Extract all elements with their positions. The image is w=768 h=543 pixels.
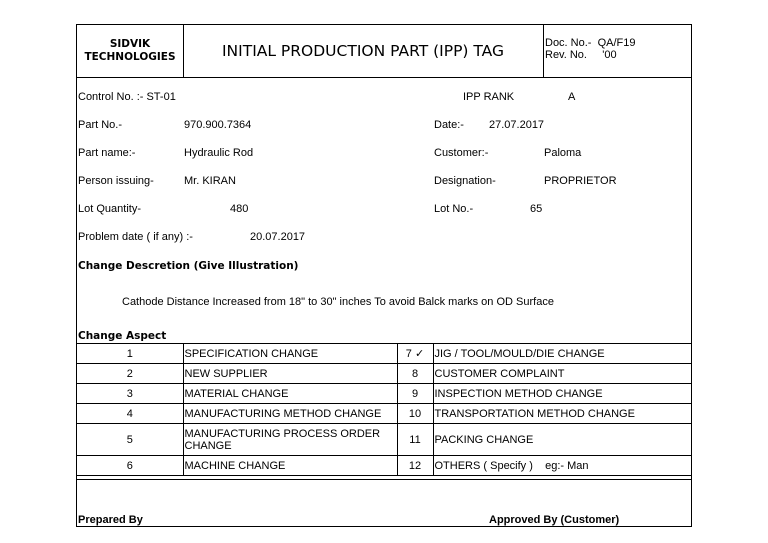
aspect-label: NEW SUPPLIER	[183, 364, 397, 384]
problem-date-value: 20.07.2017	[250, 231, 306, 243]
table-row	[77, 344, 691, 364]
aspect-number: 3	[77, 384, 183, 404]
change-aspect-heading: Change Aspect	[78, 330, 167, 342]
approved-by: Approved By (Customer)	[489, 514, 620, 526]
page-title: INITIAL PRODUCTION PART (IPP) TAG	[221, 42, 504, 60]
change-description-heading: Change Descretion (Give Illustration)	[78, 260, 299, 272]
control-no: Control No. :- ST-01	[78, 91, 176, 103]
company-line1: SIDVIK	[109, 38, 151, 50]
aspect-number: 1	[77, 344, 183, 364]
designation-value: PROPRIETOR	[544, 175, 617, 187]
ipp-tag-form	[76, 24, 692, 527]
table-row	[77, 384, 691, 404]
aspect-number: 2	[77, 364, 183, 384]
aspect-number: 9	[397, 384, 433, 404]
aspect-label: PACKING CHANGE	[433, 424, 691, 456]
problem-date-label: Problem date ( if any) :-	[78, 231, 193, 243]
aspect-label: INSPECTION METHOD CHANGE	[433, 384, 691, 404]
table-row	[77, 456, 691, 476]
aspect-label: MANUFACTURING PROCESS ORDER CHANGE	[183, 424, 397, 456]
doc-number: Doc. No.- QA/F19	[545, 37, 636, 49]
lot-no-value: 65	[530, 203, 543, 215]
change-aspect-table	[77, 343, 691, 476]
prepared-by: Prepared By	[78, 514, 143, 526]
aspect-number: 4	[77, 404, 183, 424]
table-row	[77, 364, 691, 384]
person-label: Person issuing-	[78, 175, 154, 187]
table-row	[77, 404, 691, 424]
part-no-value: 970.900.7364	[184, 119, 252, 131]
header-divider	[543, 25, 544, 77]
aspect-label: MATERIAL CHANGE	[183, 384, 397, 404]
aspect-label: JIG / TOOL/MOULD/DIE CHANGE	[433, 344, 691, 364]
aspect-label: TRANSPORTATION METHOD CHANGE	[433, 404, 691, 424]
lot-no-label: Lot No.-	[434, 203, 474, 215]
lot-qty-value: 480	[230, 203, 249, 215]
aspect-number: 11	[397, 424, 433, 456]
aspect-number: 8	[397, 364, 433, 384]
aspect-label: MACHINE CHANGE	[183, 456, 397, 476]
change-description-text: Cathode Distance Increased from 18" to 30" inches To avoid Balck marks on OD Surface	[122, 296, 554, 308]
aspect-label: CUSTOMER COMPLAINT	[433, 364, 691, 384]
lot-qty-label: Lot Quantity-	[78, 203, 141, 215]
part-name-value: Hydraulic Rod	[184, 147, 254, 159]
ipp-rank-value: A	[568, 91, 576, 103]
aspect-label: SPECIFICATION CHANGE	[183, 344, 397, 364]
part-name-label: Part name:-	[78, 147, 136, 159]
aspect-number: 12	[397, 456, 433, 476]
header-bottom-line	[77, 77, 691, 78]
aspect-number: 6	[77, 456, 183, 476]
aspect-number: 10	[397, 404, 433, 424]
aspect-number: 7 ✓	[397, 344, 433, 364]
customer-value: Paloma	[544, 147, 582, 159]
company-line2: TECHNOLOGIES	[84, 51, 176, 63]
date-value: 27.07.2017	[489, 119, 545, 131]
date-label: Date:-	[434, 119, 464, 131]
table-bottom-line	[77, 479, 691, 480]
table-row	[77, 424, 691, 456]
designation-label: Designation-	[434, 175, 496, 187]
aspect-number: 5	[77, 424, 183, 456]
ipp-rank-label: IPP RANK	[463, 91, 515, 103]
aspect-label: MANUFACTURING METHOD CHANGE	[183, 404, 397, 424]
person-value: Mr. KIRAN	[184, 175, 236, 187]
company-name	[77, 25, 183, 77]
part-no-label: Part No.-	[78, 119, 123, 131]
doc-info	[545, 37, 635, 61]
rev-number: Rev. No. '00	[545, 49, 617, 61]
customer-label: Customer:-	[434, 147, 489, 159]
aspect-label: OTHERS ( Specify ) eg:- Man	[433, 456, 691, 476]
